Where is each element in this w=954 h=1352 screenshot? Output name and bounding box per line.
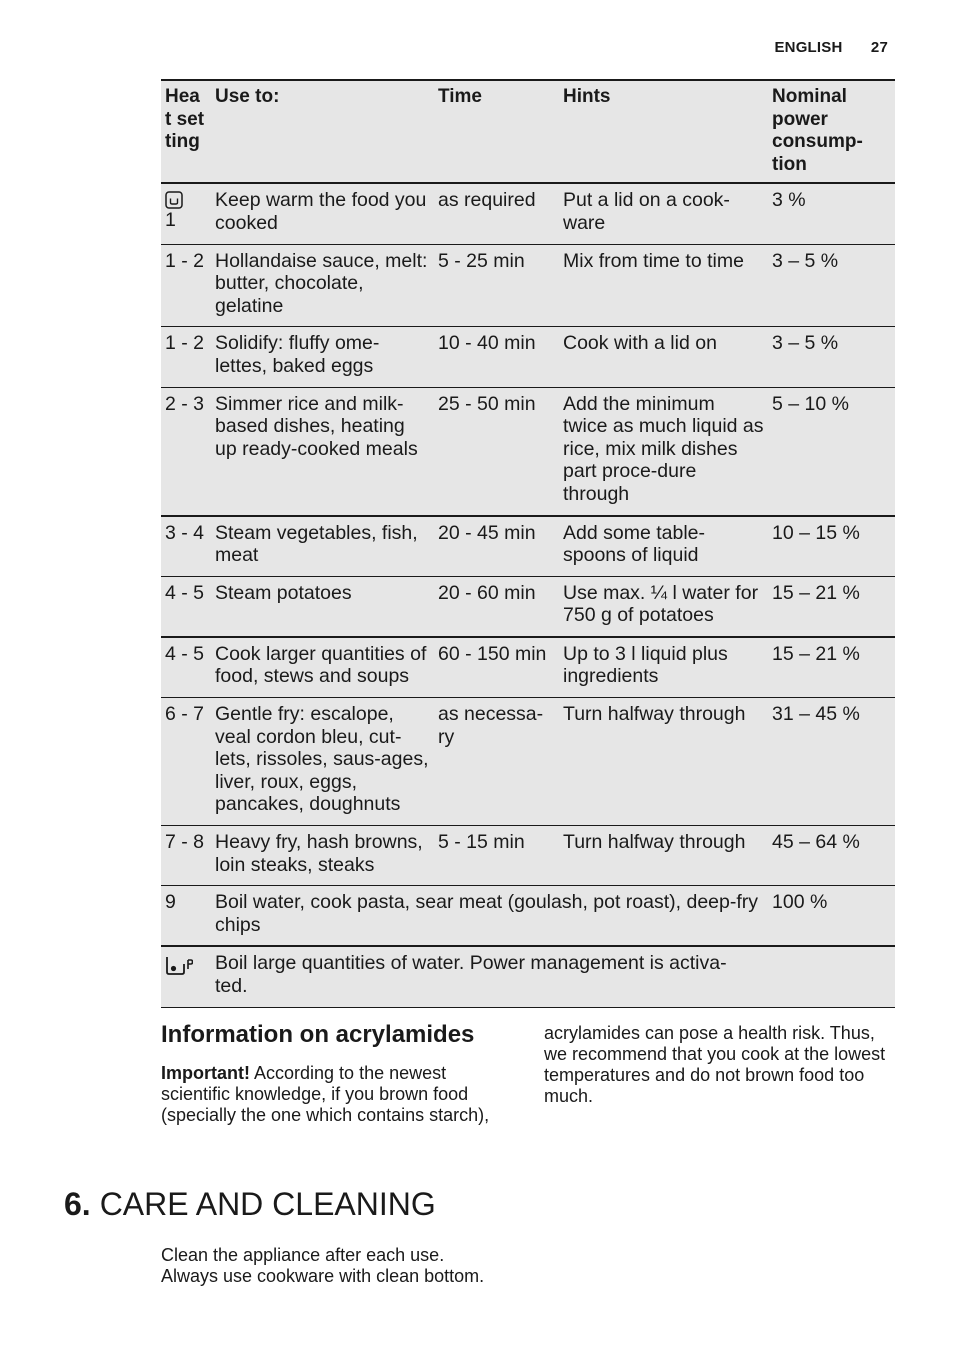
cell-hints: Mix from time to time [563, 249, 744, 272]
cell-hints: Add some table-spoons of liquid [563, 521, 705, 567]
cell-hints: Cook with a lid on [563, 332, 717, 355]
cell-time: as necessa-ry [438, 703, 544, 748]
cell-use: Boil large quantities of water. Power management is activa-ted. [215, 952, 727, 997]
table-row [161, 637, 895, 698]
cell-use: Solidify: fluffy ome-lettes, baked eggs [215, 332, 380, 377]
care-line-1: Clean the appliance after each use. [161, 1245, 445, 1265]
keep-warm-icon [165, 191, 183, 209]
language-label: ENGLISH [774, 39, 843, 56]
table-row [161, 516, 895, 577]
cell-use: Simmer rice and milk-based dishes, heating up ready-cooked meals [215, 392, 418, 460]
cell-heat: 4 - 5 [165, 642, 205, 665]
acrylamides-text-left [161, 1063, 511, 1126]
heat-setting-table [161, 79, 895, 1008]
col-header-use: Use to: [215, 86, 280, 107]
col-header-time: Time [438, 86, 483, 107]
cell-hints: Turn halfway through [563, 831, 746, 854]
col-header-power: Nominal power consump-tion [772, 86, 863, 175]
cell-use: Steam vegetables, fish, meat [215, 521, 418, 567]
cell-heat: 4 - 5 [165, 581, 205, 604]
chapter-title [64, 1186, 436, 1223]
cell-hints: Use max. ¼ l water for 750 g of potatoes [563, 581, 759, 627]
table-row [161, 387, 895, 515]
page-header [774, 39, 888, 56]
cell-heat [161, 946, 211, 1007]
cell-use: Steam potatoes [215, 581, 352, 604]
cell-use: Gentle fry: escalope, veal cordon bleu, cut-lets, rissoles, saus-ages, liver, roux, eggs, pancakes, doughnuts [215, 703, 429, 816]
important-label: Important! [161, 1063, 250, 1083]
cell-power: 45 – 64 % [772, 831, 860, 854]
col-header-hints: Hints [563, 86, 611, 107]
chapter-number: 6. [64, 1186, 91, 1222]
table-row [161, 244, 895, 327]
cell-hints: Turn halfway through [563, 703, 746, 726]
cell-time: 5 - 15 min [438, 831, 525, 854]
cell-power: 3 – 5 % [772, 249, 839, 272]
cell-use: Cook larger quantities of food, stews and soups [215, 642, 427, 688]
cell-power: 100 % [772, 891, 828, 914]
cell-hints: Add the minimum twice as much liquid as rice, mix milk dishes part proce-dure through [563, 392, 764, 505]
table-row [161, 826, 895, 886]
cell-use: Heavy fry, hash browns, loin steaks, steaks [215, 831, 423, 876]
cell-heat [161, 183, 211, 244]
cell-power: 15 – 21 % [772, 581, 860, 604]
cell-hints: Up to 3 l liquid plus ingredients [563, 642, 728, 688]
cell-time: 5 - 25 min [438, 249, 525, 272]
cell-power: 5 – 10 % [772, 392, 849, 415]
table-row [161, 886, 895, 947]
cell-use: Keep warm the food you cooked [215, 189, 427, 234]
cell-power: 31 – 45 % [772, 703, 860, 726]
power-boost-icon [165, 954, 193, 976]
table-row [161, 576, 895, 637]
cell-power: 3 – 5 % [772, 332, 839, 355]
cell-use: Boil water, cook pasta, sear meat (goulash, pot roast), deep-fry chips [215, 891, 759, 936]
acrylamides-body-left: According to the newest scientific knowledge, if you brown food (specially the one which contains starch), [161, 1063, 490, 1125]
cell-heat: 1 - 2 [165, 249, 205, 272]
cell-heat: 6 - 7 [165, 703, 205, 726]
cell-use: Hollandaise sauce, melt: butter, chocolate, gelatine [215, 249, 428, 317]
cell-heat: 2 - 3 [165, 392, 205, 415]
heat-value: 1 [165, 209, 176, 232]
acrylamides-text-right: acrylamides can pose a health risk. Thus, we recommend that you cook at the lowest temperatures and do not brown food too much. [544, 1023, 886, 1106]
acrylamides-title: Information on acrylamides [161, 1021, 475, 1048]
table-row [161, 946, 895, 1007]
cell-time: 20 - 45 min [438, 521, 536, 544]
chapter-title-text: CARE AND CLEANING [99, 1186, 436, 1222]
cell-heat: 3 - 4 [165, 521, 205, 544]
cell-time: 60 - 150 min [438, 642, 547, 665]
col-header-heat: Heat setting [165, 86, 205, 153]
cell-hints: Put a lid on a cook-ware [563, 189, 730, 234]
cell-power: 3 % [772, 189, 806, 212]
cell-heat: 7 - 8 [165, 831, 205, 854]
cell-heat: 9 [165, 891, 176, 914]
cell-power: 15 – 21 % [772, 642, 860, 665]
care-line-2: Always use cookware with clean bottom. [161, 1266, 485, 1286]
table-row [161, 183, 895, 244]
care-text [161, 1245, 484, 1287]
cell-time: 20 - 60 min [438, 581, 536, 604]
cell-power: 10 – 15 % [772, 521, 860, 544]
page-number: 27 [870, 39, 888, 56]
cell-time: 10 - 40 min [438, 332, 536, 355]
table-row [161, 698, 895, 826]
table-row [161, 327, 895, 387]
table-header-row [161, 80, 895, 183]
cell-time: 25 - 50 min [438, 392, 536, 415]
cell-heat: 1 - 2 [165, 332, 205, 355]
cell-time: as required [438, 189, 536, 212]
